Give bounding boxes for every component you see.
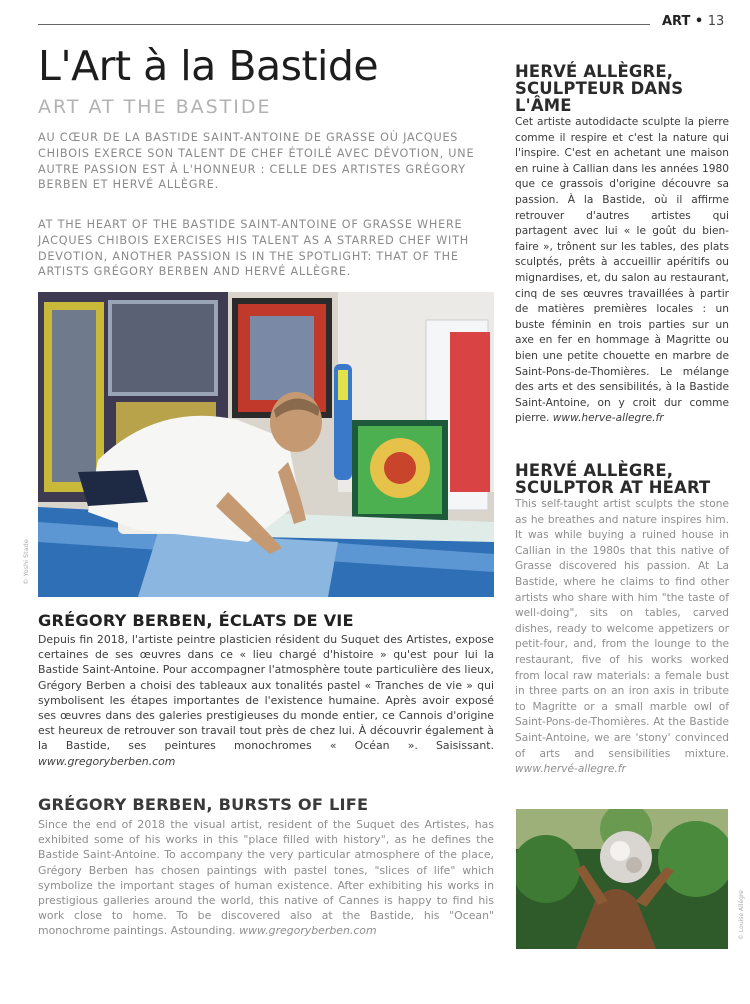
body-berben-en — [38, 817, 494, 939]
photo-credit-sculpture: © Louise Allègre — [738, 890, 745, 940]
page-number: 13 — [707, 14, 725, 29]
intro-french: AU CŒUR DE LA BASTIDE SAINT-ANTOINE DE GRASSE OÙ JACQUES CHIBOIS EXERCE SON TALENT DE CHEF ÉTOILÉ AVEC DÉVOTION, UNE AUTRE PASSION EST À L'HONNEUR : CELLE DES ARTISTES GRÉGORY BERBEN ET HERVÉ ALLÈGRE. — [38, 131, 475, 192]
page-header — [662, 14, 724, 29]
body-berben-en-text: Since the end of 2018 the visual artist, resident of the Suquet des Artistes, has exhibited some of his works in this "place filled with history", as he defines the Bastide Saint-Antoine. To accompany the very particular atmosphere of the place, Grégory Berben has chosen paintings with pastel tones, "slices of life" which symbolize the important stages of human existence. After exhibiting his works in prestigious galleries around the world, this native of Cannes is happy to find his work close to home. To be discovered also at the Bastide, his "Ocean" monochrome paintings. Astounding. — [38, 818, 494, 938]
photo-sculpture — [516, 809, 728, 949]
photo-artist-studio — [38, 292, 494, 597]
body-allegre-fr-text: Cet artiste autodidacte sculpte la pierre comme il respire et c'est la nature qui l'inspire. C'est en achetant une maison en ruine à Callian dans les années 1980 que ce grassois d'origine découvre sa passion. À la Bastide, où il affirme retrouver d'autres artistes qui partagent avec lui « le goût du bien-faire », trônent sur les tables, des plats sculptés, prêts à accueillir apéritifs ou mignardises, et, du salon au restaurant, cinq de ses œuvres travaillées à partir de matières premières locales : un buste féminin en trois parties sur un axe en fer en hommage à Magritte ou bien une petite chouette en marbre de Saint-Pons-de-Thomières. Le mélange des arts et des sensibilités, à la Bastide Saint-Antoine, on y croit dur comme pierre. — [515, 116, 729, 425]
link-gregoryberben-en[interactable]: www.gregoryberben.com — [239, 924, 377, 938]
body-berben-fr — [38, 632, 494, 769]
heading-allegre-en: HERVÉ ALLÈGRE, SCULPTOR AT HEART — [515, 461, 711, 497]
body-allegre-fr — [515, 115, 729, 427]
photo-credit-main: © Yoshi Stade — [22, 539, 30, 585]
section-label: ART — [662, 14, 691, 29]
heading-allegre-fr: HERVÉ ALLÈGRE, SCULPTEUR DANS L'ÂME — [515, 62, 684, 115]
article-subtitle: ART AT THE BASTIDE — [38, 96, 272, 118]
header-rule — [38, 24, 650, 25]
body-berben-fr-text: Depuis fin 2018, l'artiste peintre plasticien résident du Suquet des Artistes, expose certaines de ses œuvres dans ce « lieu chargé d'histoire » qu'est pour lui la Bastide Saint-Antoine. Pour accompagner l'atmosphère toute particulière des lieux, Grégory Berben a choisi des tableaux aux tonalités pastel « Tranches de vie » qui symbolisent les étapes importantes de l'existence humaine. Après avoir exposé ses œuvres dans des galeries prestigieuses du monde entier, ce Cannois d'origine est heureux de retrouver son travail tout près de chez lui. À découvrir également à la Bastide, ses peintures monochromes « Océan ». Saisissant. — [38, 633, 494, 753]
intro-english: AT THE HEART OF THE BASTIDE SAINT-ANTOINE OF GRASSE WHERE JACQUES CHIBOIS EXERCISES HIS TALENT AS A STARRED CHEF WITH DEVOTION, ANOTHER PASSION IS IN THE SPOTLIGHT: THAT OF THE ARTISTS GRÉGORY BERBEN AND HERVÉ ALLÈGRE. — [38, 218, 469, 279]
article-title: L'Art à la Bastide — [38, 42, 379, 90]
body-allegre-en-text: This self-taught artist sculpts the stone as he breathes and nature inspires him. It was while buying a ruined house in Callian in the 1980s that this native of Grasse discovered his passion. At La Bastide, where he claims to find other artists who share with him "the taste of well-doing", sits on tables, carved dishes, ready to welcome appetizers or petit-four, and, from the lounge to the restaurant, five of his works worked from local raw materials: a female bust in three parts on an iron axis in tribute to Magritte or a small marble owl of Saint-Pons-de-Thomières. At the Bastide Saint-Antoine, we are 'stony' convinced of arts and sensibilities mixture. — [515, 498, 729, 760]
body-allegre-en — [515, 497, 729, 778]
header-separator: • — [694, 14, 704, 29]
link-gregoryberben-fr[interactable]: www.gregoryberben.com — [38, 754, 176, 768]
link-herve-allegre-en[interactable]: www.hervé-allegre.fr — [515, 763, 626, 776]
heading-berben-fr: GRÉGORY BERBEN, ÉCLATS DE VIE — [38, 611, 354, 630]
heading-berben-en: GRÉGORY BERBEN, BURSTS OF LIFE — [38, 795, 369, 814]
link-herve-allegre-fr[interactable]: www.herve-allegre.fr — [552, 412, 664, 425]
